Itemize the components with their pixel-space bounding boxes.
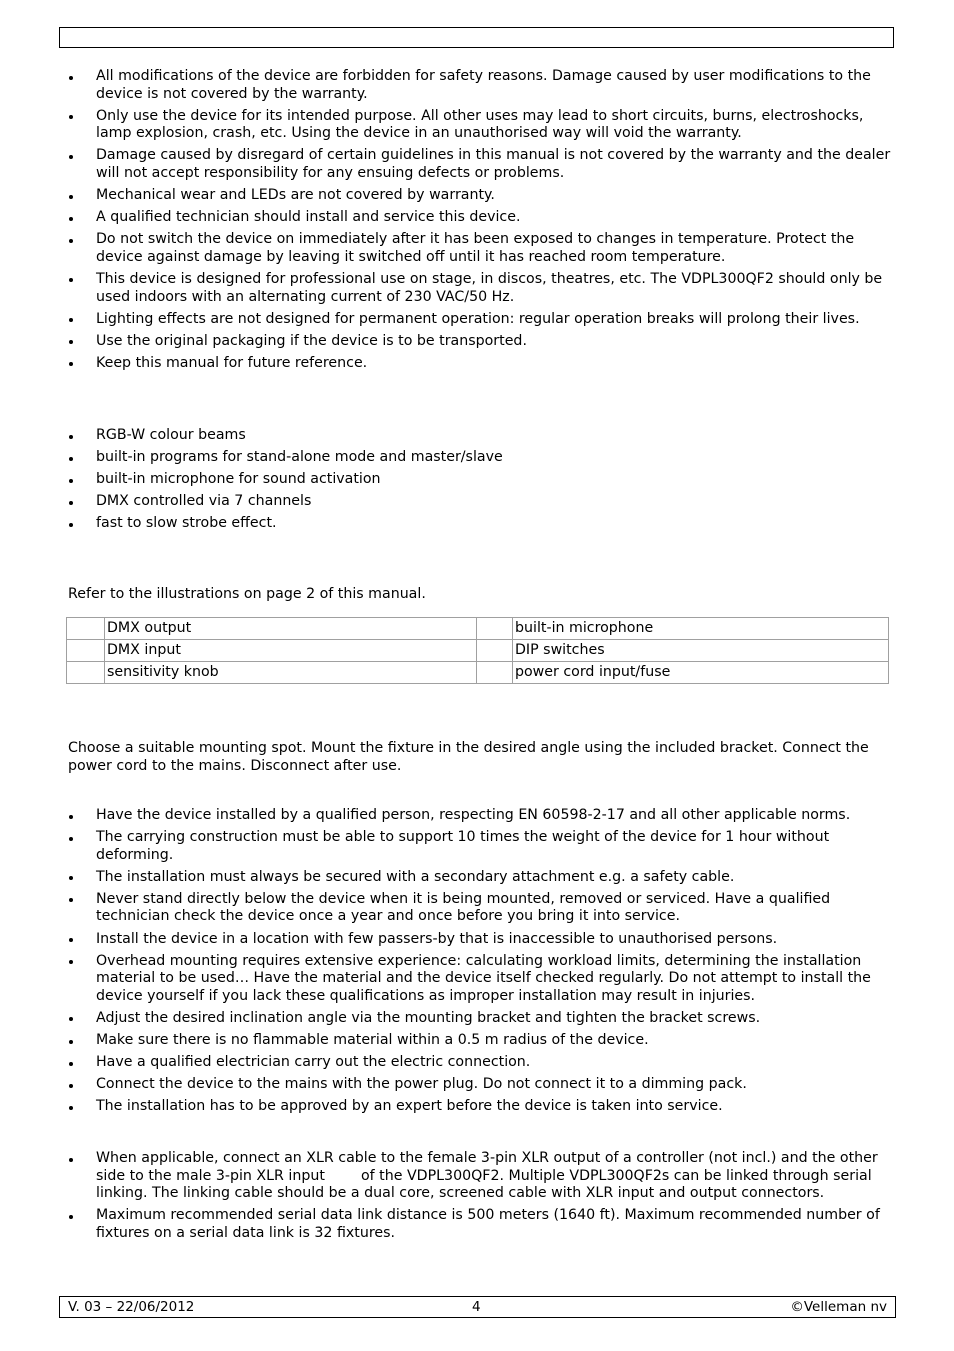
list-item [68,231,894,266]
part-label: built-in microphone [513,618,889,640]
bullet-icon [69,898,73,902]
bullet-icon [69,362,73,366]
table-row [67,662,889,684]
part-label: DMX input [105,640,477,662]
bullet-icon [69,960,73,964]
safety-guidelines-list [68,68,894,377]
bullet-icon [69,876,73,880]
list-item-text: When applicable, connect an XLR cable to the female 3-pin XLR output of a controller (not incl.) and the other side to the male 3-pin XLR input of the VDPL300QF2. Multiple VDPL300QF2s can be linked through serial linking. The linking cable should be a dual core, screened cable with XLR input and output connectors. [96,1150,883,1202]
list-item [68,355,894,373]
bullet-icon [69,340,73,344]
part-number [67,618,105,640]
part-label: power cord input/fuse [513,662,889,684]
list-item-text: Never stand directly below the device when it is being mounted, removed or serviced. Have a qualified technician check the device once a year and once before you bring it into service. [96,890,831,925]
list-item [68,1207,894,1242]
list-item-text: This device is designed for professional use on stage, in discos, theatres, etc. The VDPL300QF2 should only be used indoors with an alternating current of 230 VAC/50 Hz. [96,270,883,305]
bullet-icon [69,217,73,221]
list-item [68,471,894,489]
list-item-text: Keep this manual for future reference. [96,354,368,371]
bullet-icon [69,1040,73,1044]
bullet-icon [69,479,73,483]
list-item-text: RGB-W colour beams [96,427,246,443]
page-footer [59,1296,896,1318]
parts-table [66,617,889,684]
list-item [68,493,894,511]
list-item-text: The installation must always be secured with a secondary attachment e.g. a safety cable. [96,868,735,885]
list-item-text: Have a qualified electrician carry out the electric connection. [96,1054,531,1071]
mounting-guidelines-list [68,807,894,1120]
list-item-text: Only use the device for its intended purpose. All other uses may lead to short circuits, burns, electroshocks, lamp explosion, crash, etc. Using the device in an unauthorised way will void the warranty. [96,107,864,142]
bullet-icon [69,1215,73,1219]
list-item [68,311,894,329]
list-item-text: Connect the device to the mains with the power plug. Do not connect it to a dimming pack. [96,1076,747,1093]
part-number [67,662,105,684]
part-number [477,662,513,684]
list-item [68,333,894,351]
list-item [68,953,894,1006]
dmx-connection-list [68,1150,894,1247]
list-item [68,108,894,143]
list-item [68,1098,894,1116]
list-item-text: Damage caused by disregard of certain guidelines in this manual is not covered by the warranty and the dealer will not accept responsibility for any ensuing defects or problems. [96,147,891,181]
bullet-icon [69,523,73,527]
list-item [68,931,894,949]
list-item-text: built-in programs for stand-alone mode and master/slave [96,449,503,466]
list-item-text: All modifications of the device are forbidden for safety reasons. Damage caused by user modifications to the device is not covered by the warranty. [96,68,871,102]
bullet-icon [69,435,73,439]
list-item [68,1032,894,1050]
list-item-text: The carrying construction must be able to support 10 times the weight of the device for 1 hour without deforming. [96,829,830,863]
list-item [68,891,894,926]
part-number [477,640,513,662]
part-label: sensitivity knob [105,662,477,684]
bullet-icon [69,195,73,199]
table-row [67,640,889,662]
list-item [68,515,894,533]
bullet-icon [69,457,73,461]
list-item-text: The installation has to be approved by an expert before the device is taken into service. [96,1098,723,1115]
list-item-text: Lighting effects are not designed for permanent operation: regular operation breaks will prolong their lives. [96,310,860,327]
bullet-icon [69,501,73,505]
list-item [68,807,894,825]
overview-intro: Refer to the illustrations on page 2 of this manual. [68,586,426,602]
list-item [68,209,894,227]
bullet-icon [69,938,73,942]
part-label: DIP switches [513,640,889,662]
list-item-text: Install the device in a location with few passers-by that is inaccessible to unauthorised persons. [96,930,778,947]
list-item [68,68,894,103]
installation-intro: Choose a suitable mounting spot. Mount the fixture in the desired angle using the included bracket. Connect the power cord to the mains. Disconnect after use. [68,740,869,774]
bullet-icon [69,1062,73,1066]
footer-page-number: 4 [472,1299,481,1315]
list-item-text: Maximum recommended serial data link distance is 500 meters (1640 ft). Maximum recommended number of fixtures on a serial data link is 32 fixtures. [96,1207,880,1241]
list-item [68,869,894,887]
list-item-text: fast to slow strobe effect. [96,515,277,532]
list-item-text: Adjust the desired inclination angle via the mounting bracket and tighten the bracket screws. [96,1009,761,1026]
part-number [67,640,105,662]
list-item-text: Have the device installed by a qualified person, respecting EN 60598-2-17 and all other applicable norms. [96,807,851,823]
bullet-icon [69,115,73,119]
bullet-icon [69,1017,73,1021]
list-item [68,187,894,205]
bullet-icon [69,278,73,282]
part-label: DMX output [105,618,477,640]
list-item [68,147,894,182]
list-item [68,449,894,467]
features-list [68,427,894,537]
list-item-text: Mechanical wear and LEDs are not covered by warranty. [96,187,495,204]
list-item [68,1150,894,1203]
footer-version: V. 03 – 22/06/2012 [68,1299,195,1315]
list-item-text: built-in microphone for sound activation [96,471,381,488]
list-item [68,271,894,306]
bullet-icon [69,837,73,841]
list-item-text: Do not switch the device on immediately after it has been exposed to changes in temperature. Protect the device against damage by leaving it switched off until it has reached room temperature. [96,231,855,265]
footer-copyright: ©Velleman nv [790,1299,887,1315]
list-item-text: A qualified technician should install and service this device. [96,209,521,226]
table-row [67,618,889,640]
list-item [68,1076,894,1094]
bullet-icon [69,318,73,322]
part-number [477,618,513,640]
list-item-text: Overhead mounting requires extensive experience: calculating workload limits, determining the installation material to be used… Have the material and the device itself checked regularly. Do not attempt to install the device yourself if you lack these qualifications as improper installation may result in injuries. [96,952,871,1004]
list-item [68,1010,894,1028]
list-item [68,829,894,864]
list-item-text: Make sure there is no flammable material within a 0.5 m radius of the device. [96,1032,649,1049]
bullet-icon [69,1158,73,1162]
list-item-text: Use the original packaging if the device is to be transported. [96,332,527,349]
list-item-text: DMX controlled via 7 channels [96,493,312,510]
list-item [68,427,894,445]
bullet-icon [69,155,73,159]
bullet-icon [69,1084,73,1088]
bullet-icon [69,815,73,819]
bullet-icon [69,239,73,243]
bullet-icon [69,1106,73,1110]
list-item [68,1054,894,1072]
bullet-icon [69,76,73,80]
page-header-box [59,27,894,48]
